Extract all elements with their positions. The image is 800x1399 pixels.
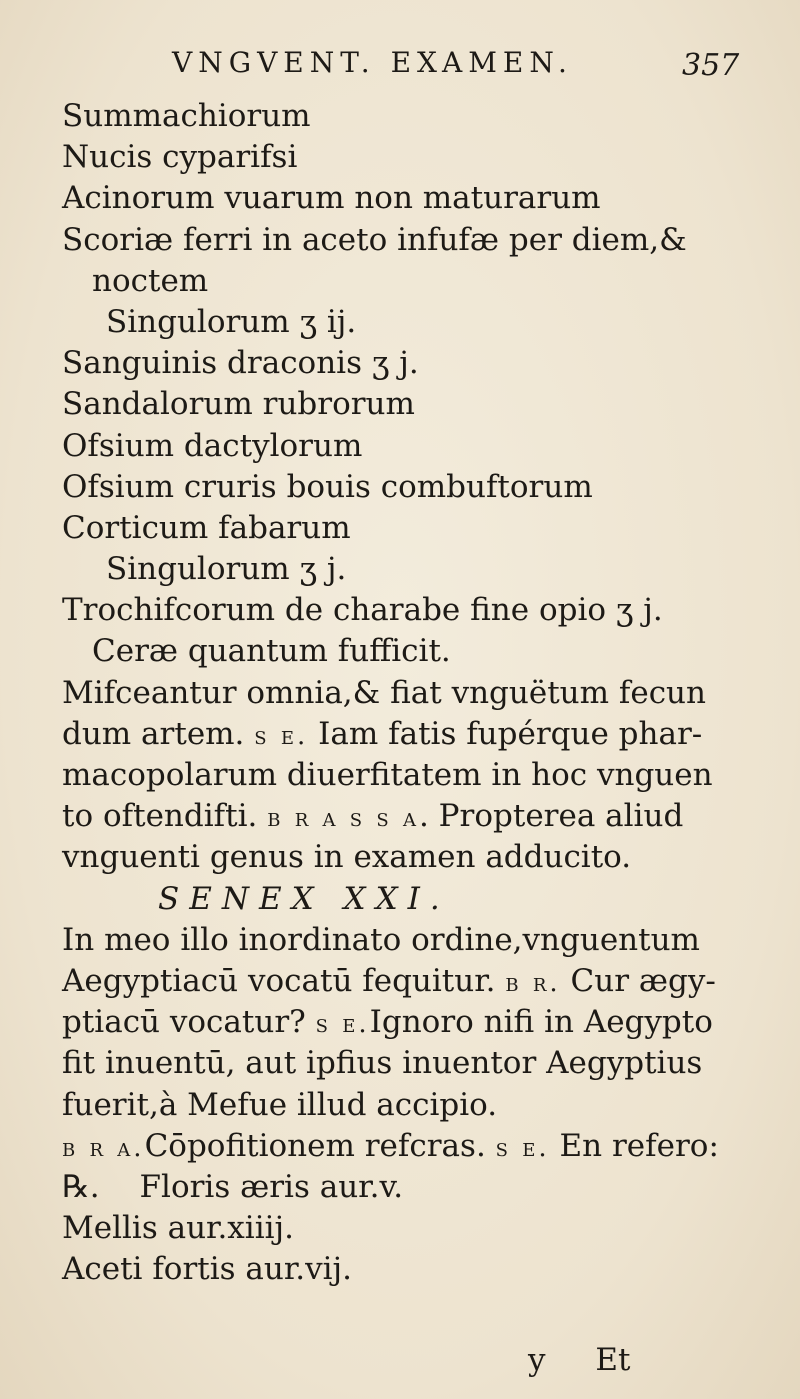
text-line	[62, 1126, 762, 1167]
text-line: Mellis aur.xiiij.	[62, 1210, 295, 1247]
section-heading: SENEX XXI.	[158, 880, 450, 917]
text-line: Singulorum ʒ j.	[106, 551, 347, 588]
text-line	[62, 1167, 762, 1208]
page-number: 357	[682, 48, 740, 83]
text-fragment: to oftendifti.	[62, 798, 258, 835]
text-line: vnguenti genus in examen adducito.	[62, 839, 632, 876]
text-line: Sanguinis draconis ʒ j.	[62, 345, 419, 382]
text-line: Nucis cyparifsi	[62, 139, 298, 176]
text-fragment: Cur ægy-	[570, 962, 716, 999]
text-line: Ceræ quantum fufficit.	[92, 633, 451, 670]
text-fragment: Iam fatis fupérque phar-	[318, 715, 703, 752]
speaker-label: s e.	[495, 1132, 550, 1163]
recipe-icon: ℞.	[62, 1168, 100, 1205]
text-fragment: ptiacū vocatur?	[62, 1004, 306, 1041]
text-fragment: En refero:	[559, 1127, 719, 1164]
text-line: macopolarum diuerfitatem in hoc vnguen	[62, 757, 713, 793]
text-line: Corticum fabarum	[62, 509, 351, 546]
text-line: Acinorum vuarum non maturarum	[62, 180, 601, 217]
text-line: fit inuentū, aut ipfius inuentor Aegyptius	[62, 1045, 703, 1082]
text-line: Sandalorum rubrorum	[62, 386, 415, 423]
text-line	[62, 961, 762, 1002]
text-line: noctem	[92, 262, 209, 299]
text-fragment: . Propterea aliud	[418, 798, 684, 835]
text-line: Trochifcorum de charabe fine opio ʒ j.	[62, 592, 663, 629]
speaker-label: b r a.	[62, 1132, 145, 1163]
text-line	[62, 796, 762, 837]
text-fragment: Aegyptiacū vocatū fequitur.	[62, 962, 496, 999]
running-title: VNGVENT. EXAMEN.	[172, 46, 573, 79]
text-fragment: dum artem.	[62, 715, 245, 752]
text-fragment: Cōpofitionem refcras.	[144, 1127, 486, 1164]
signature-mark: y	[528, 1342, 546, 1378]
text-line: fuerit,à Mefue illud accipio.	[62, 1086, 498, 1123]
text-line	[62, 1002, 762, 1043]
text-line: Summachiorum	[62, 98, 311, 134]
text-line: Ofsium dactylorum	[62, 427, 363, 464]
text-fragment: Ignoro nifi in Aegypto	[369, 1004, 713, 1041]
speaker-label: s e.	[315, 1009, 370, 1040]
speaker-label: b r a s s a	[267, 803, 419, 834]
text-fragment: Floris æris aur.v.	[139, 1168, 404, 1205]
text-line: Mifceantur omnia,& fiat vnguëtum fecun	[62, 674, 706, 711]
text-line: Ofsium cruris bouis combuftorum	[62, 468, 593, 505]
catchword: Et	[595, 1342, 631, 1378]
text-block	[62, 96, 762, 1290]
catchword-line	[528, 1342, 630, 1378]
speaker-label: s e.	[254, 720, 309, 751]
text-line: Scoriæ ferri in aceto infufæ per diem,&	[62, 221, 687, 258]
text-line	[62, 714, 762, 755]
speaker-label: b r.	[505, 967, 561, 998]
text-line: In meo illo inordinato ordine,vnguentum	[62, 921, 700, 958]
text-line: Singulorum ʒ ij.	[106, 303, 357, 340]
text-line: Aceti fortis aur.vij.	[62, 1251, 353, 1288]
